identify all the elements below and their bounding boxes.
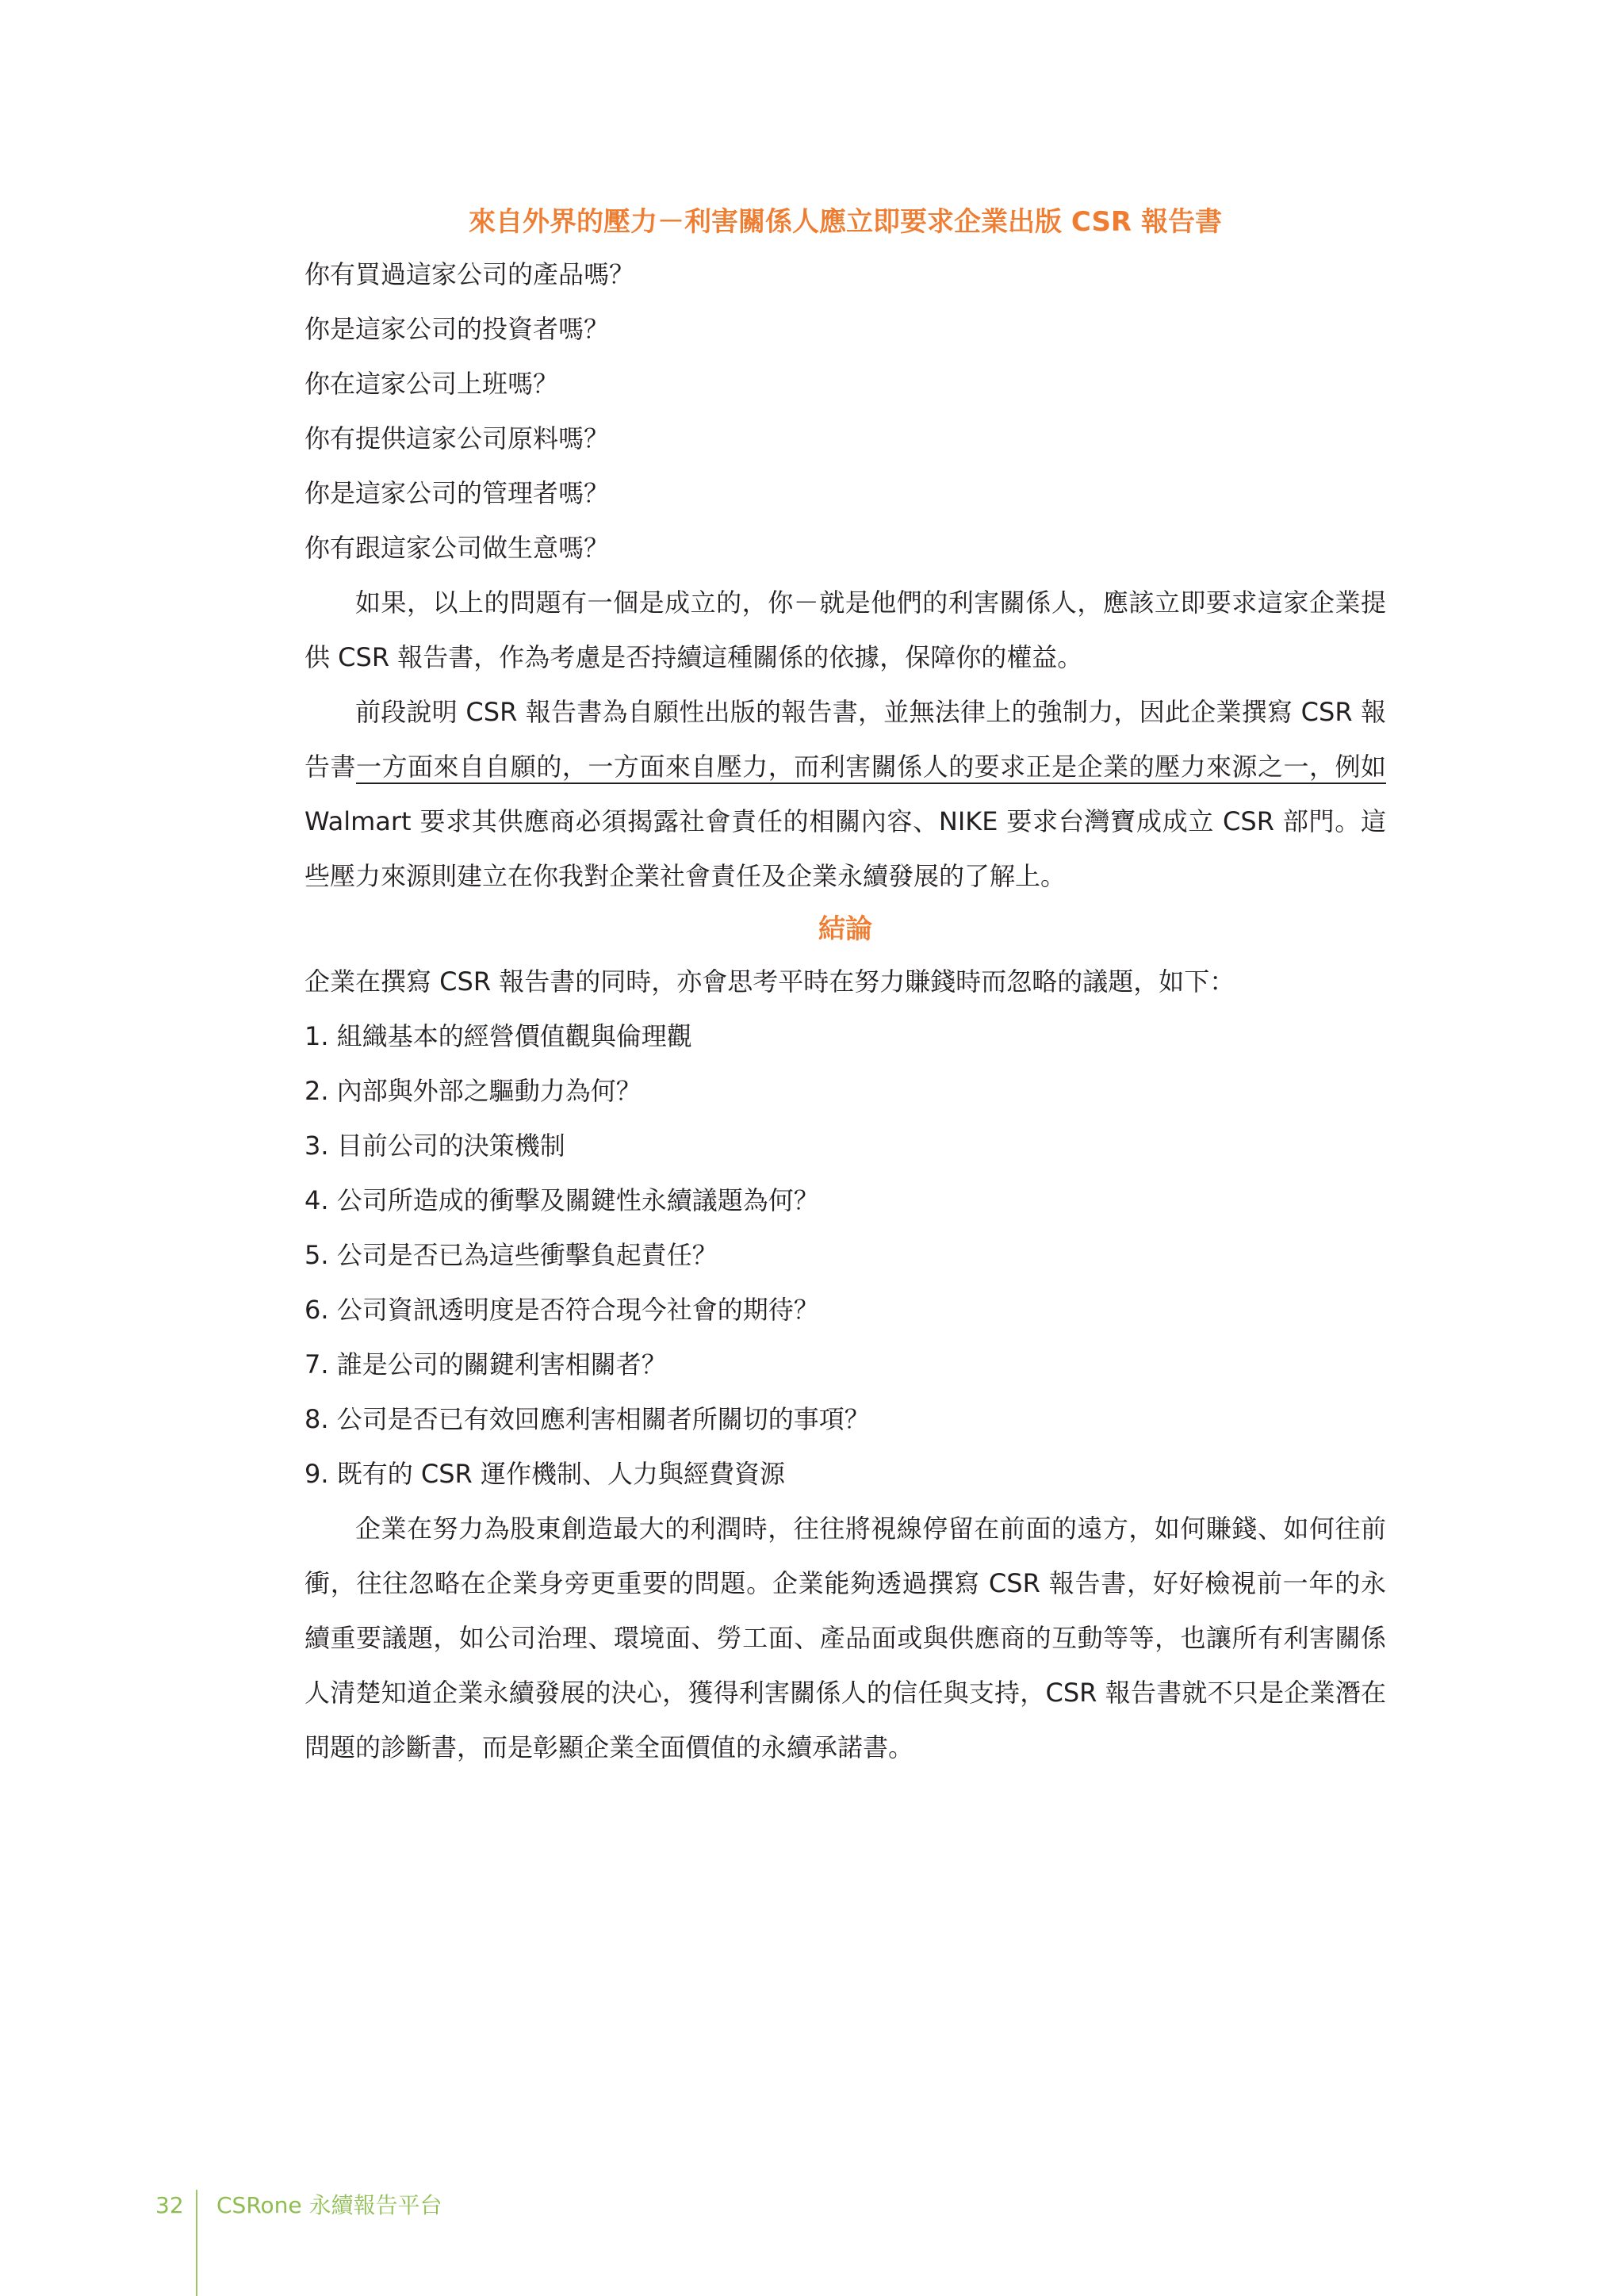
question-item: 你有跟這家公司做生意嗎？ (304, 533, 610, 563)
footer-title: CSRone 永續報告平台 (216, 2192, 442, 2218)
section-heading-conclusion: 結論 (818, 913, 872, 945)
paragraph-pressure-source (304, 685, 1386, 904)
question-item: 你在這家公司上班嗎？ (304, 369, 559, 399)
section-heading-pressure: 來自外界的壓力－利害關係人應立即要求企業出版 CSR 報告書 (469, 206, 1222, 238)
list-item: 1. 組織基本的經營價值觀與倫理觀 (304, 1021, 692, 1051)
question-item: 你是這家公司的投資者嗎？ (304, 314, 610, 344)
list-item: 9. 既有的 CSR 運作機制、人力與經費資源 (304, 1459, 785, 1489)
paragraph-text: 前段說明 CSR 報告書為自願性出版的報告書，並無法律上的強制力，因此企業撰寫 CSR 報告書 (304, 697, 1386, 782)
paragraph-stakeholder: 如果，以上的問題有一個是成立的，你－就是他們的利害關係人，應該立即要求這家企業提供 CSR 報告書，作為考慮是否持續這種關係的依據，保障你的權益。 (304, 587, 1386, 672)
question-list (304, 247, 1386, 576)
question-item: 你是這家公司的管理者嗎？ (304, 478, 610, 508)
page-content (304, 197, 1386, 1775)
issue-list (304, 1009, 1386, 1502)
underlined-text: 一方面來自自願的，一方面來自壓力，而利害關係人的要求正是企業的壓力來源之一，例如 (355, 752, 1386, 782)
page-number: 32 (155, 2192, 184, 2218)
list-item: 7. 誰是公司的關鍵利害相關者？ (304, 1349, 667, 1380)
question-item: 你有提供這家公司原料嗎？ (304, 423, 610, 453)
list-item: 6. 公司資訊透明度是否符合現今社會的期待？ (304, 1295, 819, 1325)
footer-divider (196, 2190, 197, 2296)
paragraph-text: Walmart 要求其供應商必須揭露社會責任的相關內容、NIKE 要求台灣寶成成立 CSR 部門。這些壓力來源則建立在你我對企業社會責任及企業永續發展的了解上。 (304, 806, 1386, 891)
conclusion-intro: 企業在撰寫 CSR 報告書的同時，亦會思考平時在努力賺錢時而忽略的議題，如下： (304, 966, 1235, 997)
paragraph-closing: 企業在努力為股東創造最大的利潤時，往往將視線停留在前面的遠方，如何賺錢、如何往前衝，往往忽略在企業身旁更重要的問題。企業能夠透過撰寫 CSR 報告書，好好檢視前一年的永續重要議題，如公司治理、環境面、勞工面、產品面或與供應商的互動等等，也讓所有利害關係人清楚知道企業永續發展的決心，獲得利害關係人的信任與支持，CSR 報告書就不只是企業潛在問題的診斷書，而是彰顯企業全面價值的永續承諾書。 (304, 1513, 1386, 1762)
list-item: 3. 目前公司的決策機制 (304, 1131, 565, 1161)
list-item: 4. 公司所造成的衝擊及關鍵性永續議題為何？ (304, 1185, 819, 1215)
list-item: 5. 公司是否已為這些衝擊負起責任？ (304, 1240, 718, 1270)
list-item: 2. 內部與外部之驅動力為何？ (304, 1076, 642, 1106)
list-item: 8. 公司是否已有效回應利害相關者所關切的事項？ (304, 1404, 870, 1434)
question-item: 你有買過這家公司的產品嗎？ (304, 259, 635, 289)
